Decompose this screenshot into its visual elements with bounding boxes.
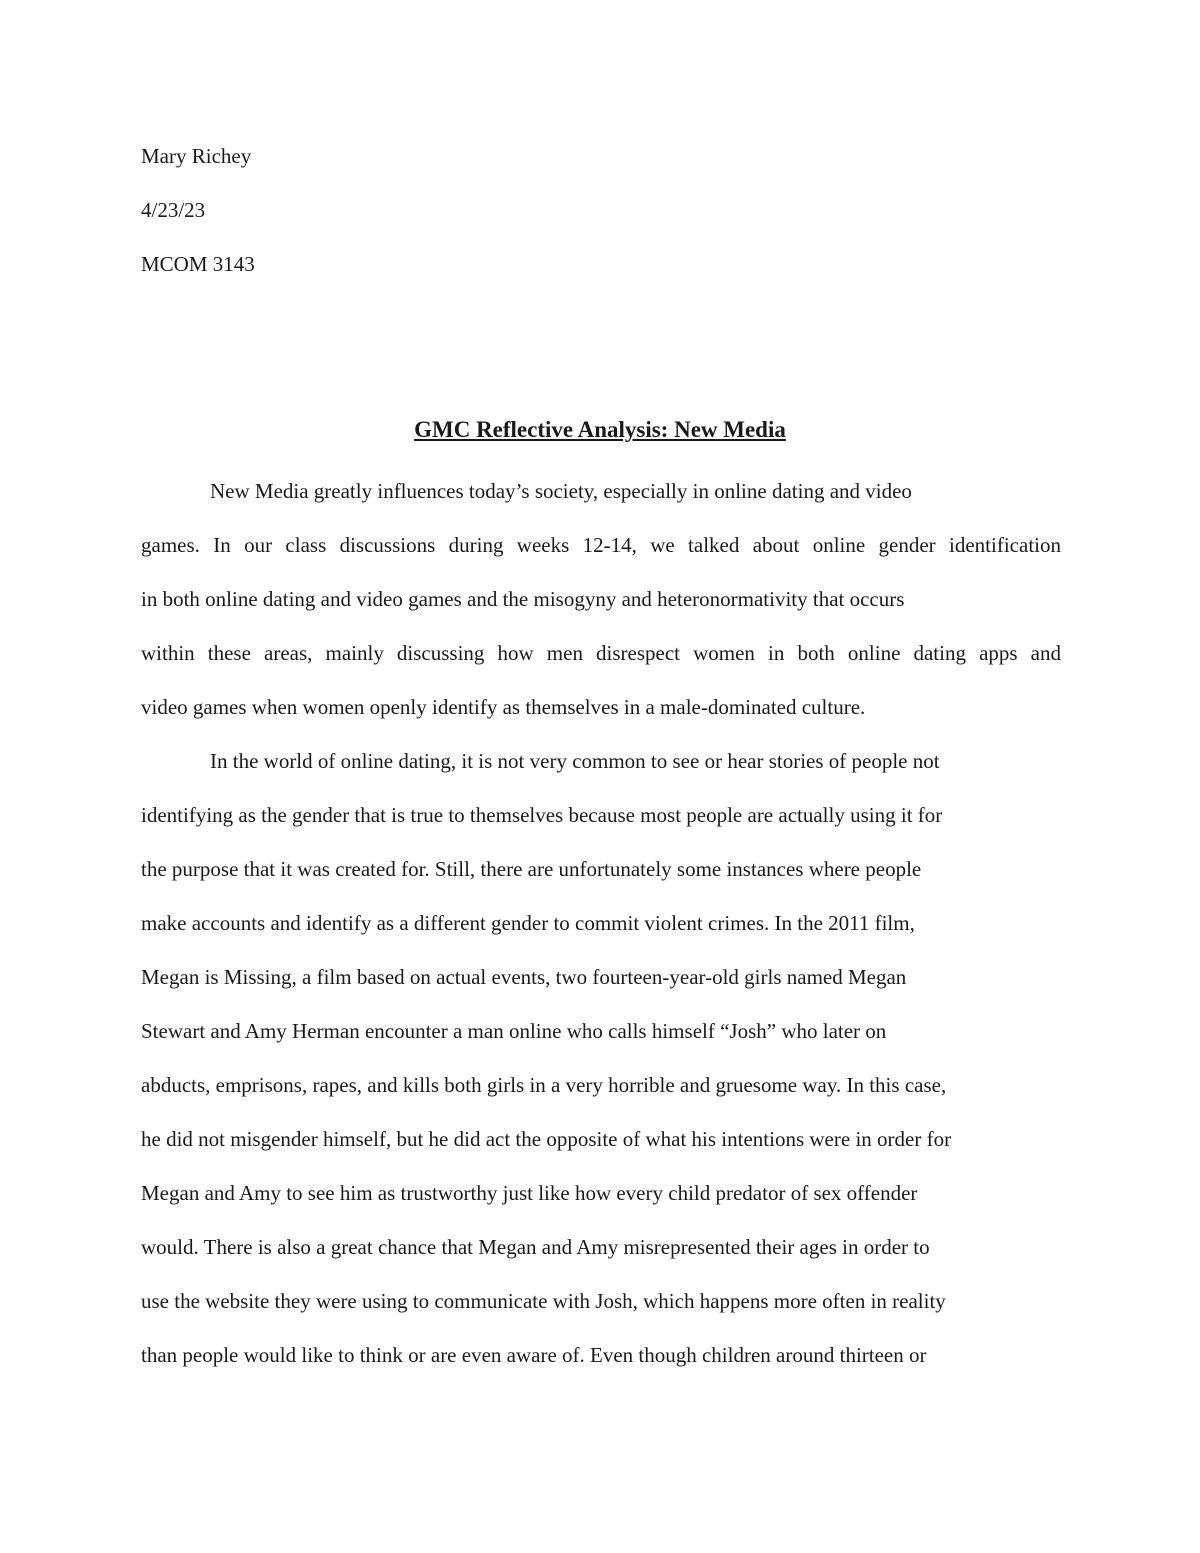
document-date: 4/23/23	[141, 198, 206, 222]
paragraph-1-line: games. In our class discussions during weeks 12-14, we talked about online gender identification	[141, 533, 1061, 557]
paragraph-1-line: in both online dating and video games and the misogyny and heteronormativity that occurs	[141, 587, 905, 611]
author-name: Mary Richey	[141, 144, 252, 168]
paragraph-2-line: Megan and Amy to see him as trustworthy just like how every child predator of sex offender	[141, 1181, 918, 1205]
paragraph-2-line: make accounts and identify as a different gender to commit violent crimes. In the 2011 film,	[141, 911, 915, 935]
course-code: MCOM 3143	[141, 252, 255, 276]
paragraph-1-line: video games when women openly identify as themselves in a male-dominated culture.	[141, 695, 866, 719]
paragraph-2-line: use the website they were using to communicate with Josh, which happens more often in reality	[141, 1289, 946, 1313]
paragraph-2-line: Stewart and Amy Herman encounter a man online who calls himself “Josh” who later on	[141, 1019, 887, 1043]
paragraph-2-line: In the world of online dating, it is not very common to see or hear stories of people not	[210, 749, 940, 773]
paragraph-2-line: Megan is Missing, a film based on actual events, two fourteen-year-old girls named Megan	[141, 965, 907, 989]
paragraph-1-line: within these areas, mainly discussing how men disrespect women in both online dating apps and	[141, 641, 1061, 665]
paragraph-1-line: New Media greatly influences today’s society, especially in online dating and video	[210, 479, 912, 503]
paragraph-2-line: identifying as the gender that is true to themselves because most people are actually using it for	[141, 803, 943, 827]
paragraph-2-line: the purpose that it was created for. Still, there are unfortunately some instances where people	[141, 857, 922, 881]
paragraph-2-line: would. There is also a great chance that Megan and Amy misrepresented their ages in order to	[141, 1235, 930, 1259]
paragraph-2-line: than people would like to think or are even aware of. Even though children around thirteen or	[141, 1343, 927, 1367]
paragraph-2-line: he did not misgender himself, but he did act the opposite of what his intentions were in order for	[141, 1127, 952, 1151]
document-title: GMC Reflective Analysis: New Media	[414, 417, 786, 442]
paragraph-2-line: abducts, emprisons, rapes, and kills both girls in a very horrible and gruesome way. In this case,	[141, 1073, 947, 1097]
